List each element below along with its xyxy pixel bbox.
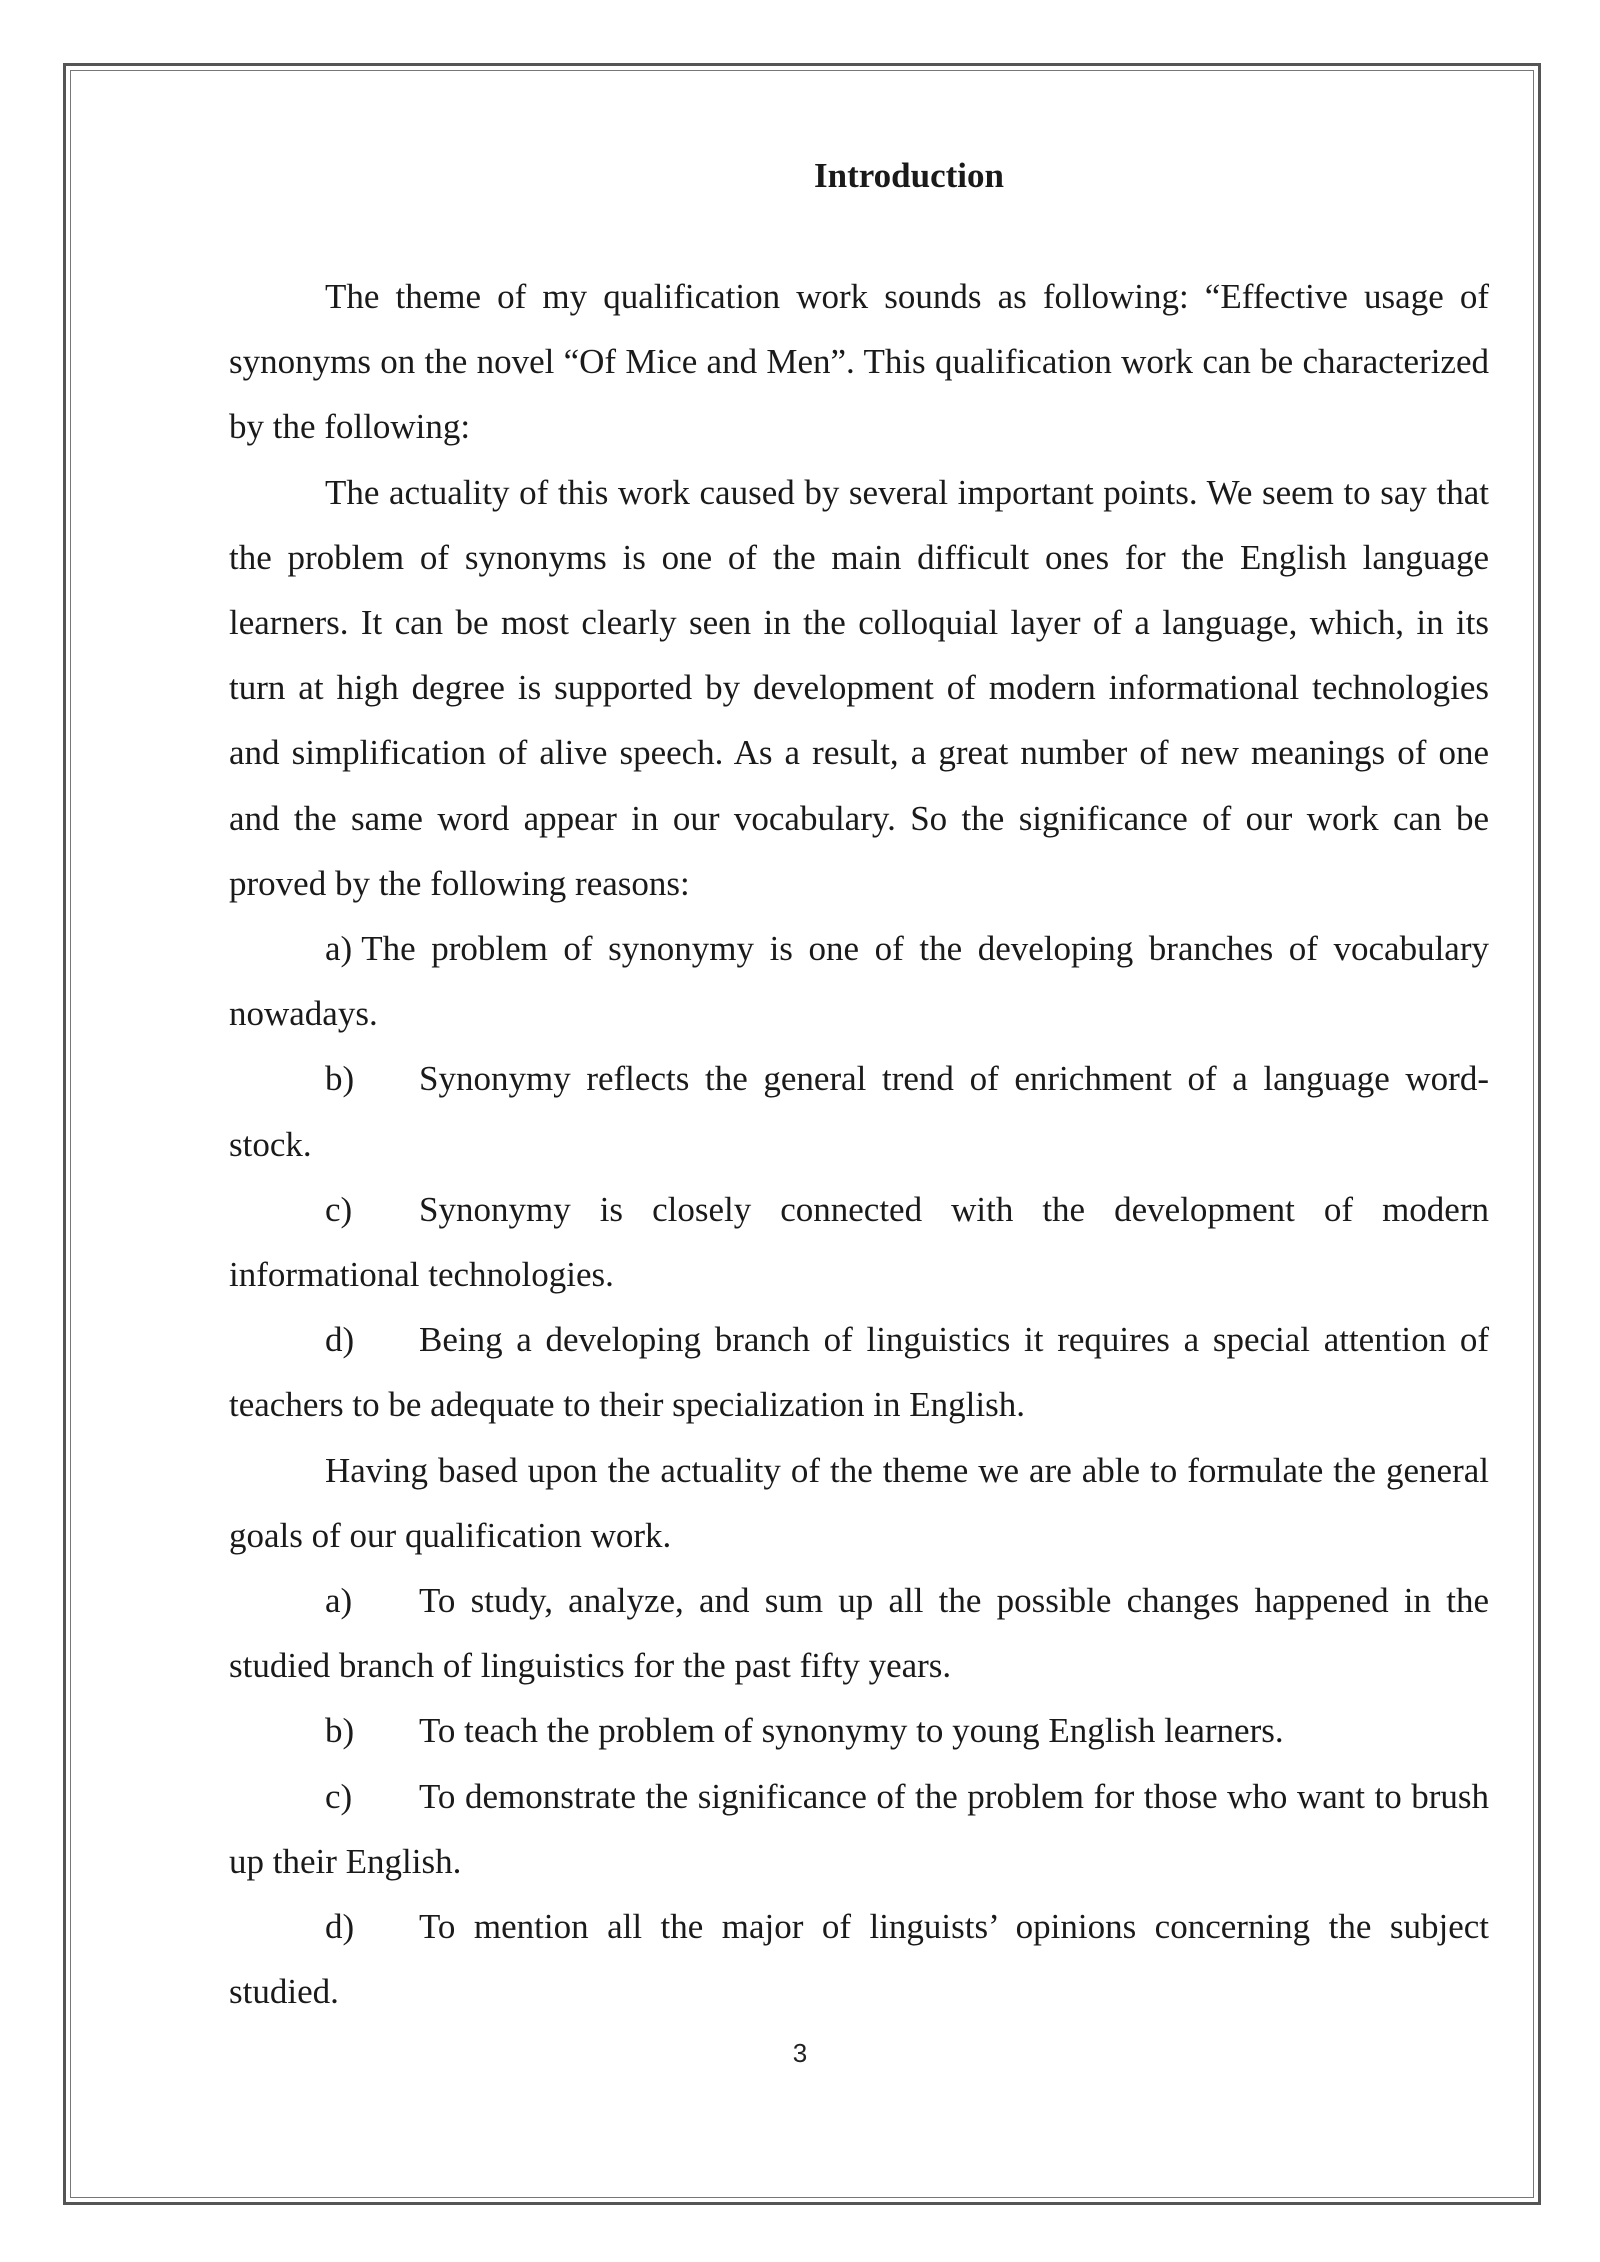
list-item-text: To study, analyze, and sum up all the possible changes happened in the studied branch of linguistics for the past fifty years. bbox=[229, 1581, 1489, 1686]
list-item-text: To demonstrate the significance of the problem for those who want to brush up their English. bbox=[229, 1776, 1489, 1881]
list-item-text: Synonymy reflects the general trend of enrichment of a language word-stock. bbox=[229, 1059, 1489, 1164]
reason-item-b bbox=[229, 1046, 1489, 1176]
list-marker: a) bbox=[325, 929, 353, 969]
reason-item-d bbox=[229, 1307, 1489, 1437]
page-number: 3 bbox=[792, 2038, 808, 2068]
list-marker: c) bbox=[325, 1776, 353, 1816]
list-marker: b) bbox=[325, 1711, 355, 1751]
goal-item-c bbox=[229, 1764, 1489, 1894]
paragraph-goals-intro: Having based upon the actuality of the theme we are able to formulate the general goals of our qualification work. bbox=[229, 1450, 1489, 1555]
reason-item-c bbox=[229, 1177, 1489, 1307]
list-marker: d) bbox=[325, 1320, 355, 1360]
list-item-text: To teach the problem of synonymy to young English learners. bbox=[419, 1711, 1284, 1751]
goal-item-a bbox=[229, 1568, 1489, 1698]
list-marker: d) bbox=[325, 1907, 355, 1947]
list-item-text: Being a developing branch of linguistics it requires a special attention of teachers to be adequate to their specialization in English. bbox=[229, 1320, 1489, 1425]
page-title: Introduction bbox=[814, 156, 1004, 195]
list-item-text: The problem of synonymy is one of the developing branches of vocabulary nowadays. bbox=[229, 929, 1489, 1034]
list-item-text: To mention all the major of linguists’ opinions concerning the subject studied. bbox=[229, 1907, 1489, 2012]
paragraph-theme: The theme of my qualification work sounds as following: “Effective usage of synonyms on the novel “Of Mice and Men”. This qualification work can be characterized by the following: bbox=[229, 277, 1489, 447]
list-marker: a) bbox=[325, 1581, 353, 1621]
goal-item-b bbox=[229, 1698, 1489, 1763]
reason-item-a bbox=[229, 916, 1489, 1046]
goal-item-d bbox=[229, 1894, 1489, 2024]
list-marker: b) bbox=[325, 1059, 355, 1099]
list-item-text: Synonymy is closely connected with the development of modern informational technologies. bbox=[229, 1189, 1489, 1295]
paragraph-actuality: The actuality of this work caused by several important points. We seem to say that the problem of synonyms is one of the main difficult ones for the English language learners. It can be most clearly seen in the colloquial layer of a language, which, in its turn at high degree is supported by development of modern informational technologies and simplification of alive speech. As a result, a great number of new meanings of one and the same word appear in our vocabulary. So the significance of our work can be proved by the following reasons: bbox=[229, 472, 1489, 903]
list-marker: c) bbox=[325, 1189, 353, 1229]
page-content bbox=[229, 148, 1489, 2024]
